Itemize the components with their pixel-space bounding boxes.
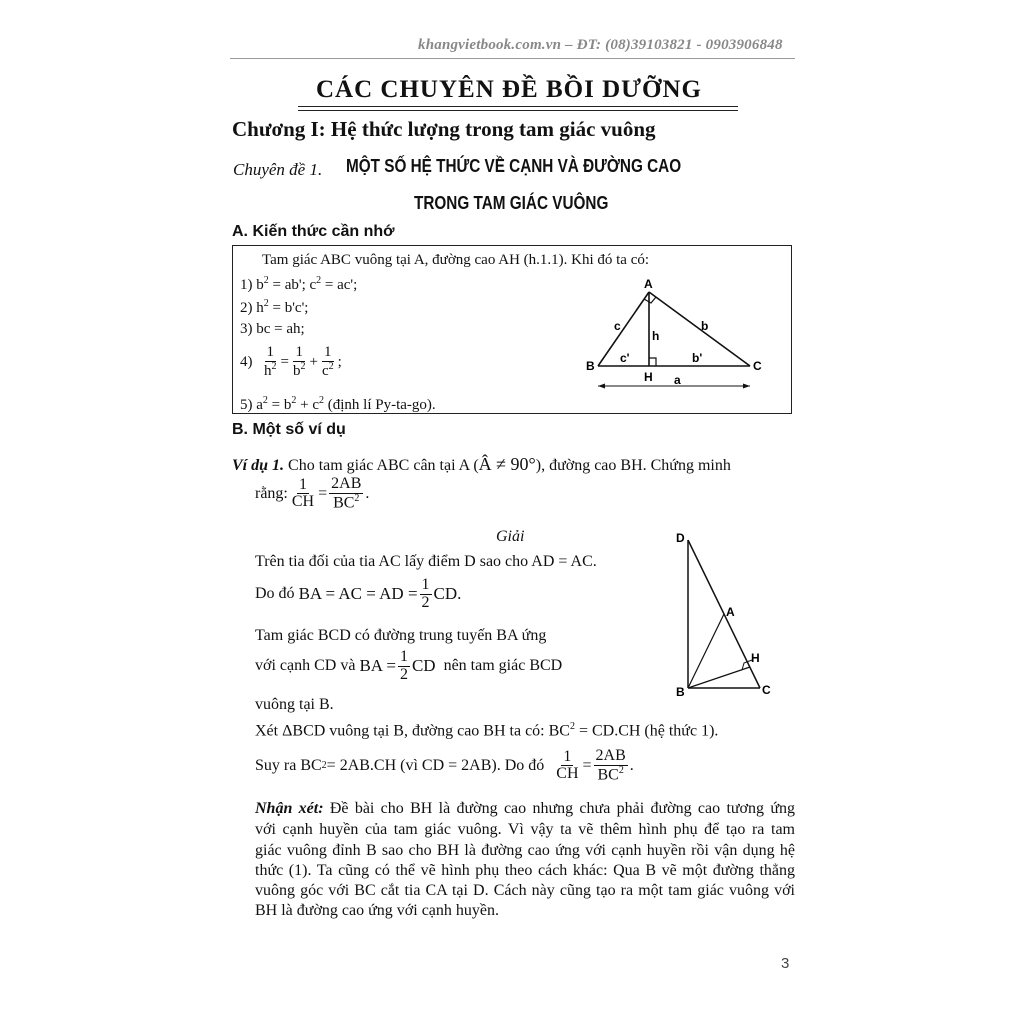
- page-title: CÁC CHUYÊN ĐỀ BỒI DƯỠNG: [316, 76, 702, 103]
- arrow-right: [743, 384, 750, 389]
- header-text: khangvietbook.com.vn – ĐT: (08)39103821 - 0903906848: [418, 37, 783, 53]
- label-B: B: [586, 359, 595, 373]
- page-number: 3: [781, 955, 790, 972]
- figure-triangle-bcd: [668, 528, 788, 703]
- topic-title-line2: TRONG TAM GIÁC VUÔNG: [414, 193, 609, 213]
- label-H: H: [751, 651, 760, 665]
- solution-line-3: Tam giác BCD có đường trung tuyến BA ứng: [255, 627, 547, 644]
- solution-line-7: Suy ra BC 2 = 2AB.CH (vì CD = 2AB). Do đó $\frac{1}{CH}$ = $\frac{2AB}{BC^2}$ .: [255, 747, 634, 784]
- solution-line-1: Trên tia đối của tia AC lấy điểm D sao cho AD = AC.: [255, 553, 597, 570]
- solution-heading: Giải: [496, 528, 525, 545]
- example-1-formula: rằng: $\frac{1}{CH}$ = $\frac{2AB}{BC^2}$ .: [255, 475, 370, 512]
- solution-line-6: Xét ΔBCD vuông tại B, đường cao BH ta có: $BC^2 = CD.CH$ (hệ thức 1).: [255, 721, 719, 740]
- remark-line-5: vuông góc với BC cắt tia CA tại D. Cách này cũng tạo ra một tam giác vuông với: [255, 882, 795, 899]
- section-a-heading: A. Kiến thức cần nhớ: [232, 223, 395, 240]
- label-h: h: [652, 329, 660, 343]
- header-rule: [230, 58, 795, 59]
- solution-line-4: với cạnh CD và BA = $\frac{1}{2}$ CD nên tam giác BCD: [255, 648, 563, 683]
- solution-line-2: Do đó BA = AC = AD = $\frac{1}{2}$ CD.: [255, 576, 462, 611]
- figure-right-triangle: [580, 274, 770, 394]
- remark-line-1: Nhận xét: Đề bài cho BH là đường cao nhưng chưa phải đường cao tương ứng: [255, 800, 796, 817]
- solution-line-5: vuông tại B.: [255, 696, 334, 713]
- remark-line-2: với cạnh huyền của tam giác vuông. Vì vậy ta vẽ thêm hình phụ để tạo ra tam: [255, 821, 795, 838]
- remark-line-3: giác vuông đỉnh B sao cho BH là đường cao ứng với cạnh huyền rồi vận dụng hệ: [255, 842, 795, 859]
- topic-title-line1: MỘT SỐ HỆ THỨC VỀ CẠNH VÀ ĐƯỜNG CAO: [346, 156, 682, 176]
- remark-line-6: BH là đường cao ứng với cạnh huyền.: [255, 902, 499, 919]
- label-a: a: [674, 373, 681, 387]
- label-b-prime: b': [692, 351, 703, 365]
- formula-5: 5) $a^2 = b^2 + c^2$ (định lí Py-ta-go).: [240, 395, 436, 413]
- right-angle-h: [649, 358, 656, 366]
- title-rule-2: [298, 110, 738, 111]
- formula-3: 3) bc = ah;: [240, 321, 305, 337]
- formula-4: 4) $\frac{1}{h^2}$ = $\frac{1}{b^2}$ + $\frac{1}{c^2}$ ;: [240, 344, 342, 379]
- remark-line-4: thức (1). Ta cũng có thể vẽ hình phụ theo cách khác: Qua B vẽ một đường thẳng: [255, 862, 795, 879]
- label-b: b: [701, 319, 709, 333]
- label-C: C: [762, 683, 771, 697]
- title-rule-1: [298, 106, 738, 107]
- label-B: B: [676, 685, 685, 699]
- arrow-left: [598, 384, 605, 389]
- segment-ba: [688, 614, 724, 688]
- chapter-heading: Chương I: Hệ thức lượng trong tam giác vuông: [232, 117, 656, 141]
- formula-2: 2) $h^2 = b'c'$;: [240, 298, 309, 316]
- label-C: C: [753, 359, 762, 373]
- label-D: D: [676, 531, 685, 545]
- label-c-prime: c': [620, 351, 630, 365]
- label-A: A: [644, 277, 653, 291]
- box-intro: Tam giác ABC vuông tại A, đường cao AH (h.1.1). Khi đó ta có:: [262, 252, 650, 268]
- label-c: c: [614, 319, 621, 333]
- topic-label: Chuyên đề 1.: [233, 160, 323, 179]
- section-b-heading: B. Một số ví dụ: [232, 421, 346, 438]
- label-A: A: [726, 605, 735, 619]
- formula-1: 1) $b^2 = ab'$; $c^2 = ac'$;: [240, 275, 358, 293]
- label-H: H: [644, 370, 653, 384]
- example-1-statement: Ví dụ 1. Cho tam giác ABC cân tại A (Â ≠ 90°), đường cao BH. Chứng minh: [232, 454, 731, 474]
